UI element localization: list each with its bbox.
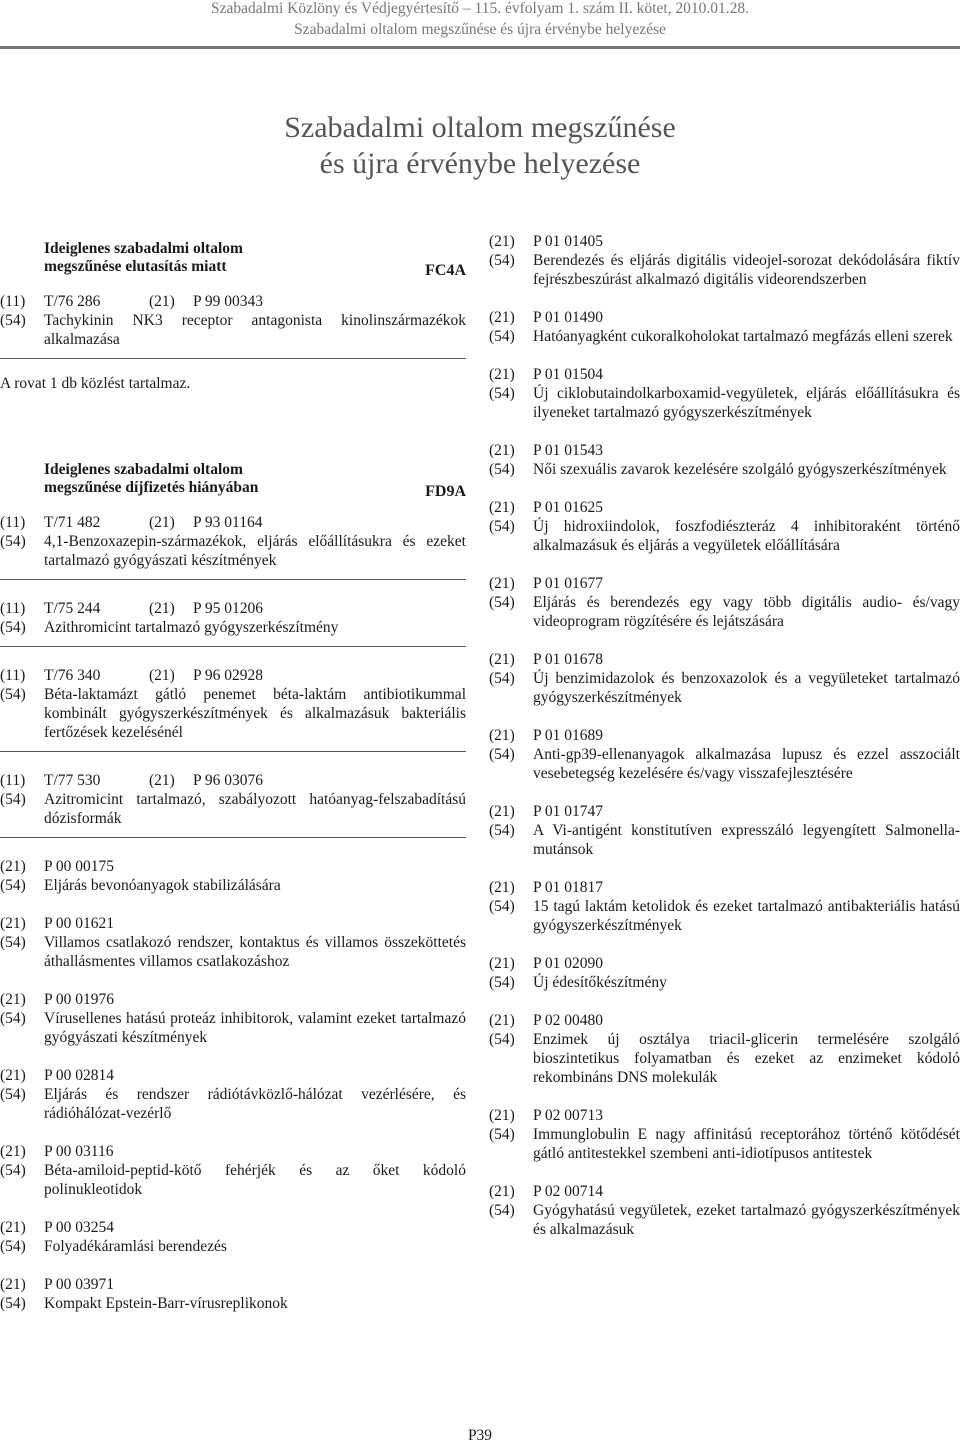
application-number: P 00 03254 bbox=[44, 1219, 115, 1236]
application-number: P 02 00480 bbox=[533, 1012, 604, 1029]
patent-title: Hatóanyagként cukoralkoholokat tartalmazó megfázás elleni szerek bbox=[533, 328, 953, 345]
t-number: T/76 286 bbox=[44, 293, 101, 310]
application-number: P 01 01405 bbox=[533, 233, 604, 250]
section-fc4a-title-line1: Ideiglenes szabadalmi oltalom bbox=[44, 240, 243, 257]
entry-gap bbox=[489, 422, 960, 441]
entry-numbers-row bbox=[0, 666, 466, 685]
section-fd9a-title-line2: megszűnése díjfizetés hiányában bbox=[44, 479, 259, 496]
page-title-line2: és újra érvénybe helyezése bbox=[319, 147, 641, 180]
label-54: (54) bbox=[489, 1202, 515, 1219]
section-fd9a-header bbox=[0, 453, 466, 507]
entry-title-row bbox=[489, 1201, 960, 1239]
patent-entry bbox=[489, 232, 960, 308]
application-number: P 01 01625 bbox=[533, 499, 604, 516]
patent-title: Azithromicint tartalmazó gyógyszerkészítmény bbox=[44, 619, 339, 636]
label-54: (54) bbox=[0, 1010, 26, 1027]
patent-entry bbox=[489, 802, 960, 878]
patent-entry bbox=[0, 857, 466, 914]
section-fd9a-code: FD9A bbox=[425, 483, 466, 500]
section-note: A rovat 1 db közlést tartalmaz. bbox=[0, 375, 191, 392]
entry-gap bbox=[489, 1239, 960, 1258]
label-21: (21) bbox=[489, 442, 515, 459]
right-column bbox=[489, 232, 960, 1258]
patent-entry bbox=[489, 1182, 960, 1258]
patent-entry bbox=[0, 292, 466, 359]
label-21: (21) bbox=[489, 499, 515, 516]
label-54: (54) bbox=[0, 686, 26, 703]
entry-gap bbox=[0, 1256, 466, 1275]
entry-numbers-row bbox=[0, 1066, 466, 1085]
left-column bbox=[0, 232, 466, 1332]
entry-title-row bbox=[0, 790, 466, 828]
entry-title-row bbox=[0, 685, 466, 742]
fd9a-entries bbox=[0, 857, 466, 1332]
label-54: (54) bbox=[489, 746, 515, 763]
entry-numbers-row bbox=[489, 650, 960, 669]
label-21: (21) bbox=[489, 1183, 515, 1200]
patent-title: Női szexuális zavarok kezelésére szolgáló gyógyszerkészítmények bbox=[533, 461, 947, 478]
label-54: (54) bbox=[489, 1031, 515, 1048]
patent-title: Eljárás bevonóanyagok stabilizálására bbox=[44, 877, 281, 894]
entry-numbers-row bbox=[489, 954, 960, 973]
entry-numbers-row bbox=[0, 599, 466, 618]
fd9a-entries-with-t bbox=[0, 513, 466, 857]
application-number: P 96 02928 bbox=[193, 667, 264, 684]
patent-entry bbox=[489, 1011, 960, 1106]
patent-entry bbox=[0, 513, 466, 599]
entry-numbers-row bbox=[489, 1011, 960, 1030]
label-54: (54) bbox=[489, 461, 515, 478]
entry-gap bbox=[489, 992, 960, 1011]
application-number: P 01 01543 bbox=[533, 442, 604, 459]
patent-title: Azitromicint tartalmazó, szabályozott hatóanyag-felszabadítású dózisformák bbox=[44, 791, 466, 827]
label-21: (21) bbox=[489, 727, 515, 744]
entry-gap bbox=[0, 895, 466, 914]
patent-entry bbox=[489, 441, 960, 498]
patent-title: Új édesítőkészítmény bbox=[533, 974, 667, 991]
patent-title: Tachykinin NK3 receptor antagonista kinolinszármazékok alkalmazása bbox=[44, 312, 466, 348]
patent-entry bbox=[489, 498, 960, 574]
label-54: (54) bbox=[489, 328, 515, 345]
entry-title-row bbox=[0, 1237, 466, 1256]
entry-numbers-row bbox=[489, 365, 960, 384]
page-title-line1: Szabadalmi oltalom megszűnése bbox=[284, 111, 676, 144]
patent-entry bbox=[0, 1142, 466, 1218]
label-21: (21) bbox=[489, 1012, 515, 1029]
entry-gap bbox=[0, 580, 466, 599]
application-number: P 00 03116 bbox=[44, 1143, 114, 1160]
patent-entry bbox=[0, 1066, 466, 1142]
entry-numbers-row bbox=[0, 914, 466, 933]
label-54: (54) bbox=[489, 594, 515, 611]
patent-entry bbox=[489, 878, 960, 954]
header-rule bbox=[0, 46, 960, 49]
section-fc4a-header bbox=[0, 232, 466, 286]
patent-entry bbox=[489, 308, 960, 365]
entry-title-row bbox=[0, 1085, 466, 1123]
entry-numbers-row bbox=[489, 802, 960, 821]
entry-gap bbox=[489, 1163, 960, 1182]
patent-title: Immunglobulin E nagy affinitású receptorához történő kötődését gátló antitestekkel szembeni anti-idiotípusos antitestek bbox=[533, 1126, 960, 1162]
label-21: (21) bbox=[0, 1219, 26, 1236]
entry-numbers-row bbox=[489, 1106, 960, 1125]
entry-title-row bbox=[0, 1009, 466, 1047]
label-21: (21) bbox=[489, 366, 515, 383]
application-number: P 01 01678 bbox=[533, 651, 604, 668]
label-11: (11) bbox=[0, 514, 26, 531]
patent-entry bbox=[489, 574, 960, 650]
entry-numbers-row bbox=[0, 1275, 466, 1294]
entry-numbers-row bbox=[0, 990, 466, 1009]
entry-title-row bbox=[489, 1030, 960, 1087]
entry-gap bbox=[0, 1047, 466, 1066]
entry-numbers-row bbox=[489, 1182, 960, 1201]
entry-title-row bbox=[489, 517, 960, 555]
entry-title-row bbox=[489, 593, 960, 631]
entry-numbers-row bbox=[0, 771, 466, 790]
entry-numbers-row bbox=[0, 1218, 466, 1237]
patent-title: Béta-laktamázt gátló penemet béta-laktám antibiotikummal kombinált gyógyszerkészítmények és alkalmazásuk bakteriális fertőzések kezelésénél bbox=[44, 686, 466, 741]
label-21: (21) bbox=[0, 1143, 26, 1160]
label-21: (21) bbox=[0, 858, 26, 875]
label-54: (54) bbox=[489, 385, 515, 402]
entry-title-row bbox=[489, 973, 960, 992]
patent-title: 4,1-Benzoxazepin-származékok, eljárás előállításukra és ezeket tartalmazó gyógyászati készítmények bbox=[44, 533, 466, 569]
entry-gap bbox=[0, 971, 466, 990]
section-fc4a-title bbox=[44, 240, 243, 276]
section-fc4a-code: FC4A bbox=[425, 262, 466, 279]
t-number: T/76 340 bbox=[44, 667, 101, 684]
entry-gap bbox=[489, 631, 960, 650]
label-54: (54) bbox=[489, 974, 515, 991]
patent-title: Villamos csatlakozó rendszer, kontaktus és villamos összeköttetés áthallásmentes villamos csatlakozáshoz bbox=[44, 934, 466, 970]
entry-title-row bbox=[489, 897, 960, 935]
patent-title: 15 tagú laktám ketolidok és ezeket tartalmazó antibakteriális hatású gyógyszerkészítmények bbox=[533, 898, 960, 934]
patent-title: Kompakt Epstein-Barr-vírusreplikonok bbox=[44, 1295, 288, 1312]
entry-numbers-row bbox=[489, 878, 960, 897]
patent-entry bbox=[0, 599, 466, 666]
entry-title-row bbox=[0, 532, 466, 570]
label-54: (54) bbox=[0, 1086, 26, 1103]
application-number: P 00 03971 bbox=[44, 1276, 115, 1293]
label-54: (54) bbox=[0, 877, 26, 894]
entry-numbers-row bbox=[489, 726, 960, 745]
entry-title-row bbox=[0, 1294, 466, 1313]
label-11: (11) bbox=[0, 293, 26, 310]
patent-entry bbox=[0, 1218, 466, 1275]
application-number: P 00 00175 bbox=[44, 858, 115, 875]
application-number: P 93 01164 bbox=[193, 514, 263, 531]
patent-title: Új ciklobutaindolkarboxamid-vegyületek, eljárás előállításukra és ilyeneket tartalmazó gyógyszerkészítmények bbox=[533, 385, 960, 421]
label-54: (54) bbox=[489, 1126, 515, 1143]
entry-numbers-row bbox=[489, 232, 960, 251]
entry-numbers-row bbox=[0, 857, 466, 876]
label-21: (21) bbox=[489, 1107, 515, 1124]
label-54: (54) bbox=[489, 898, 515, 915]
label-54: (54) bbox=[0, 533, 26, 550]
label-21: (21) bbox=[489, 575, 515, 592]
entry-gap bbox=[0, 647, 466, 666]
label-21: (21) bbox=[0, 1276, 26, 1293]
t-number: T/75 244 bbox=[44, 600, 101, 617]
patent-title: Gyógyhatású vegyületek, ezeket tartalmazó gyógyszerkészítmények és alkalmazásuk bbox=[533, 1202, 960, 1238]
label-21: (21) bbox=[489, 879, 515, 896]
entry-title-row bbox=[489, 251, 960, 289]
entry-gap bbox=[489, 783, 960, 802]
entry-gap bbox=[489, 935, 960, 954]
patent-title: Folyadékáramlási berendezés bbox=[44, 1238, 227, 1255]
label-21: (21) bbox=[149, 667, 175, 684]
patent-entry bbox=[489, 365, 960, 441]
label-54: (54) bbox=[0, 1162, 26, 1179]
patent-entry bbox=[489, 726, 960, 802]
entry-gap bbox=[489, 555, 960, 574]
entry-title-row bbox=[489, 821, 960, 859]
label-54: (54) bbox=[489, 822, 515, 839]
section-fc4a-title-line2: megszűnése elutasítás miatt bbox=[44, 258, 227, 275]
patent-entry bbox=[0, 1275, 466, 1332]
label-21: (21) bbox=[149, 293, 175, 310]
entry-gap bbox=[489, 346, 960, 365]
entry-title-row bbox=[0, 933, 466, 971]
application-number: P 01 01490 bbox=[533, 309, 604, 326]
label-54: (54) bbox=[489, 518, 515, 535]
application-number: P 01 01817 bbox=[533, 879, 604, 896]
entry-numbers-row bbox=[489, 574, 960, 593]
section-header: Szabadalmi oltalom megszűnése és újra érvénybe helyezése bbox=[294, 21, 666, 38]
entry-title-row bbox=[489, 460, 960, 479]
application-number: P 01 02090 bbox=[533, 955, 604, 972]
patent-entry bbox=[0, 914, 466, 990]
patent-entry bbox=[489, 954, 960, 1011]
t-number: T/77 530 bbox=[44, 772, 101, 789]
entry-numbers-row bbox=[0, 513, 466, 532]
entry-gap bbox=[0, 752, 466, 771]
label-21: (21) bbox=[489, 651, 515, 668]
label-54: (54) bbox=[0, 619, 26, 636]
label-54: (54) bbox=[0, 1295, 26, 1312]
label-21: (21) bbox=[0, 991, 26, 1008]
patent-title: Enzimek új osztálya triacil-glicerin termelésére szolgáló bioszintetikus folyamatban és ezeket az enzimeket kódoló rekombináns DNS molekulák bbox=[533, 1031, 960, 1086]
label-54: (54) bbox=[0, 1238, 26, 1255]
patent-entry bbox=[489, 650, 960, 726]
label-11: (11) bbox=[0, 772, 26, 789]
entry-gap bbox=[0, 838, 466, 857]
page-number: P39 bbox=[467, 1427, 493, 1444]
application-number: P 99 00343 bbox=[193, 293, 264, 310]
application-number: P 02 00714 bbox=[533, 1183, 604, 1200]
entry-gap bbox=[489, 479, 960, 498]
application-number: P 02 00713 bbox=[533, 1107, 604, 1124]
label-11: (11) bbox=[0, 667, 26, 684]
patent-title: Berendezés és eljárás digitális videojel-sorozat dekódolására fiktív fejrészbeszúrást alkalmazó digitális videorendszerben bbox=[533, 252, 960, 288]
entry-numbers-row bbox=[489, 308, 960, 327]
entry-gap bbox=[0, 1199, 466, 1218]
label-21: (21) bbox=[489, 955, 515, 972]
section-fd9a-title-line1: Ideiglenes szabadalmi oltalom bbox=[44, 461, 243, 478]
entry-title-row bbox=[0, 876, 466, 895]
application-number: P 01 01677 bbox=[533, 575, 604, 592]
label-21: (21) bbox=[489, 803, 515, 820]
patent-title: Béta-amiloid-peptid-kötő fehérjék és az őket kódoló polinukleotidok bbox=[44, 1162, 466, 1198]
application-number: P 96 03076 bbox=[193, 772, 264, 789]
label-21: (21) bbox=[0, 1067, 26, 1084]
label-21: (21) bbox=[149, 514, 175, 531]
application-number: P 00 02814 bbox=[44, 1067, 115, 1084]
application-number: P 01 01504 bbox=[533, 366, 604, 383]
patent-title: A Vi-antigént konstitutíven expresszáló legyengített Salmonella-mutánsok bbox=[533, 822, 960, 858]
patent-title: Eljárás és berendezés egy vagy több digitális audio- és/vagy videoprogram rögzítésére és lejátszására bbox=[533, 594, 960, 630]
patent-title: Eljárás és rendszer rádiótávközlő-hálózat vezérlésére, és rádióhálózat-vezérlő bbox=[44, 1086, 466, 1122]
label-54: (54) bbox=[0, 312, 26, 329]
patent-entry bbox=[0, 771, 466, 857]
entry-title-row bbox=[0, 618, 466, 637]
patent-title: Vírusellenes hatású proteáz inhibitorok, valamint ezeket tartalmazó gyógyászati készítmények bbox=[44, 1010, 466, 1046]
label-21: (21) bbox=[0, 915, 26, 932]
application-number: P 00 01976 bbox=[44, 991, 115, 1008]
entry-title-row bbox=[0, 1161, 466, 1199]
patent-entry bbox=[0, 990, 466, 1066]
label-54: (54) bbox=[0, 934, 26, 951]
patent-title: Anti-gp39-ellenanyagok alkalmazása lupusz és ezzel asszociált vesebetegség kezelésére és/vagy visszafejlesztésére bbox=[533, 746, 960, 782]
label-21: (21) bbox=[489, 233, 515, 250]
entry-numbers-row bbox=[489, 498, 960, 517]
patent-title: Új hidroxiindolok, foszfodiészteráz 4 inhibitoraként történő alkalmazásuk és eljárás a vegyületek előállítására bbox=[533, 518, 960, 554]
section-fd9a-title bbox=[44, 461, 258, 497]
entry-gap bbox=[489, 289, 960, 308]
application-number: P 95 01206 bbox=[193, 600, 264, 617]
patent-title: Új benzimidazolok és benzoxazolok és a vegyületeket tartalmazó gyógyszerkészítmények bbox=[533, 670, 960, 706]
entry-numbers-row bbox=[489, 441, 960, 460]
label-21: (21) bbox=[149, 772, 175, 789]
entry-title-row bbox=[489, 384, 960, 422]
entry-gap bbox=[0, 1313, 466, 1332]
application-number: P 01 01747 bbox=[533, 803, 604, 820]
patent-entry bbox=[489, 1106, 960, 1182]
entry-divider bbox=[0, 358, 466, 359]
entry-title-row bbox=[489, 669, 960, 707]
entry-title-row bbox=[489, 1125, 960, 1163]
entry-gap bbox=[489, 1087, 960, 1106]
label-54: (54) bbox=[0, 791, 26, 808]
application-number: P 01 01689 bbox=[533, 727, 604, 744]
label-54: (54) bbox=[489, 252, 515, 269]
application-number: P 00 01621 bbox=[44, 915, 115, 932]
label-11: (11) bbox=[0, 600, 26, 617]
t-number: T/71 482 bbox=[44, 514, 101, 531]
entry-gap bbox=[489, 707, 960, 726]
label-21: (21) bbox=[489, 309, 515, 326]
entry-title-row bbox=[489, 745, 960, 783]
label-54: (54) bbox=[489, 670, 515, 687]
patent-entry bbox=[0, 666, 466, 771]
page-title bbox=[0, 110, 960, 182]
entry-gap bbox=[0, 1123, 466, 1142]
entry-numbers-row bbox=[0, 1142, 466, 1161]
label-21: (21) bbox=[149, 600, 175, 617]
entry-gap bbox=[489, 859, 960, 878]
entry-title-row bbox=[489, 327, 960, 346]
journal-header: Szabadalmi Közlöny és Védjegyértesítő – 115. évfolyam 1. szám II. kötet, 2010.01.28. bbox=[210, 0, 750, 17]
